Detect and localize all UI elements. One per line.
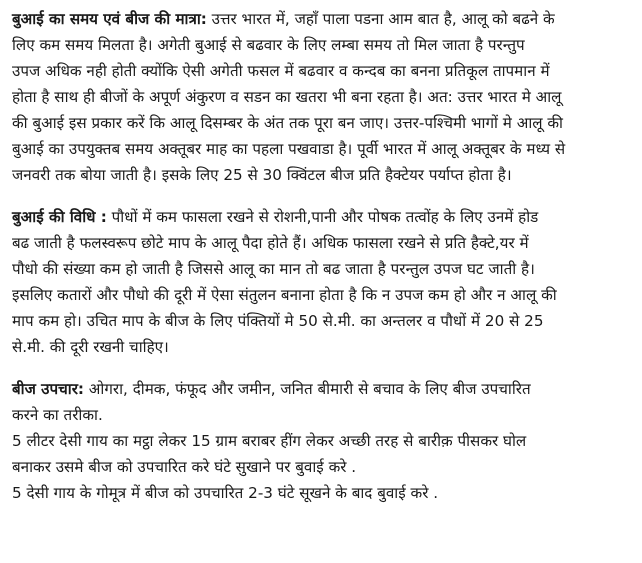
paragraph-text: पौधों में कम फासला रखने से रोशनी,पानी और पोषक तत्वोंह के लिए उनमें होड bbox=[106, 208, 539, 226]
paragraph-line: उपज अधिक नही होती क्योंकि ऐसी अगेती फसल में बढवार व कन्दब का बनना प्रतिकूल तापमान में bbox=[12, 62, 550, 80]
paragraph-text: ओगरा, दीमक, फंफूद और जमीन, जनित बीमारी से बचाव के लिए बीज उपचारित bbox=[83, 380, 531, 398]
paragraph-line: की बुआई इस प्रकार करें कि आलू दिसम्बर के अंत तक पूरा बन जाए। उत्तर-पश्चिमी भागों मे आलू की bbox=[12, 114, 563, 132]
paragraph-line: इसलिए कतारों और पौधो की दूरी में ऐसा संतुलन बनाना होता है कि न उपज कम हो और न आलू की bbox=[12, 286, 557, 304]
paragraph-line: 5 लीटर देसी गाय का मट्ठा लेकर 15 ग्राम बराबर हींग लेकर अच्छी तरह से बारीक़ पीसकर घोल bbox=[12, 432, 527, 450]
paragraph-line: बनाकर उसमे बीज को उपचारित करे घंटे सुखाने पर बुवाई करे . bbox=[12, 458, 357, 476]
paragraph-line: से.मी. की दूरी रखनी चाहिए। bbox=[12, 338, 169, 356]
section-heading: बीज उपचार: bbox=[12, 380, 84, 398]
paragraph-line bbox=[12, 376, 632, 402]
paragraph-line: बढ जाती है फलस्वरूप छोटे माप के आलू पैदा होते हैं। अधिक फासला रखने से प्रति हैक्टे,यर में bbox=[12, 234, 529, 252]
paragraph-line: पौधो की संख्या कम हो जाती है जिससे आलू का मान तो बढ जाता है परन्तुल उपज घट जाती है। bbox=[12, 260, 535, 278]
paragraph-line: 5 देसी गाय के गोमूत्र में बीज को उपचारित 2-3 घंटे सूखने के बाद बुवाई करे . bbox=[12, 484, 439, 502]
section-sowing-method bbox=[12, 204, 632, 360]
paragraph-line: लिए कम समय मिलता है। अगेती बुआई से बढवार के लिए लम्बा समय तो मिल जाता है परन्तुप bbox=[12, 36, 525, 54]
paragraph-line: बुआई का उपयुक्तब समय अक्तूबर माह का पहला पखवाडा है। पूर्वी भारत में आलू अक्तूबर के मध्य से bbox=[12, 140, 566, 158]
section-seed-treatment bbox=[12, 376, 632, 506]
paragraph-text: उत्तर भारत में, जहाँ पाला पडना आम बात है, आलू को बढने के bbox=[206, 10, 555, 28]
paragraph-line: माप कम हो। उचित माप के बीज के लिए पंक्तियों मे 50 से.मी. का अन्तलर व पौधों में 20 से 25 bbox=[12, 312, 544, 330]
section-heading: बुआई की विधि : bbox=[12, 208, 107, 226]
paragraph-line bbox=[12, 6, 632, 32]
section-heading: बुआई का समय एवं बीज की मात्रा: bbox=[12, 10, 207, 28]
paragraph-line: होता है साथ ही बीजों के अपूर्ण अंकुरण व सडन का खतरा भी बना रहता है। अत: उत्तर भारत मे आलू bbox=[12, 88, 562, 106]
paragraph-line: जनवरी तक बोया जाती है। इसके लिए 25 से 30 क्विंटल बीज प्रति हैक्टेयर पर्याप्त होता है। bbox=[12, 166, 512, 184]
paragraph-line bbox=[12, 204, 632, 230]
section-sowing-time bbox=[12, 6, 632, 188]
paragraph-line: करने का तरीका. bbox=[12, 406, 103, 424]
